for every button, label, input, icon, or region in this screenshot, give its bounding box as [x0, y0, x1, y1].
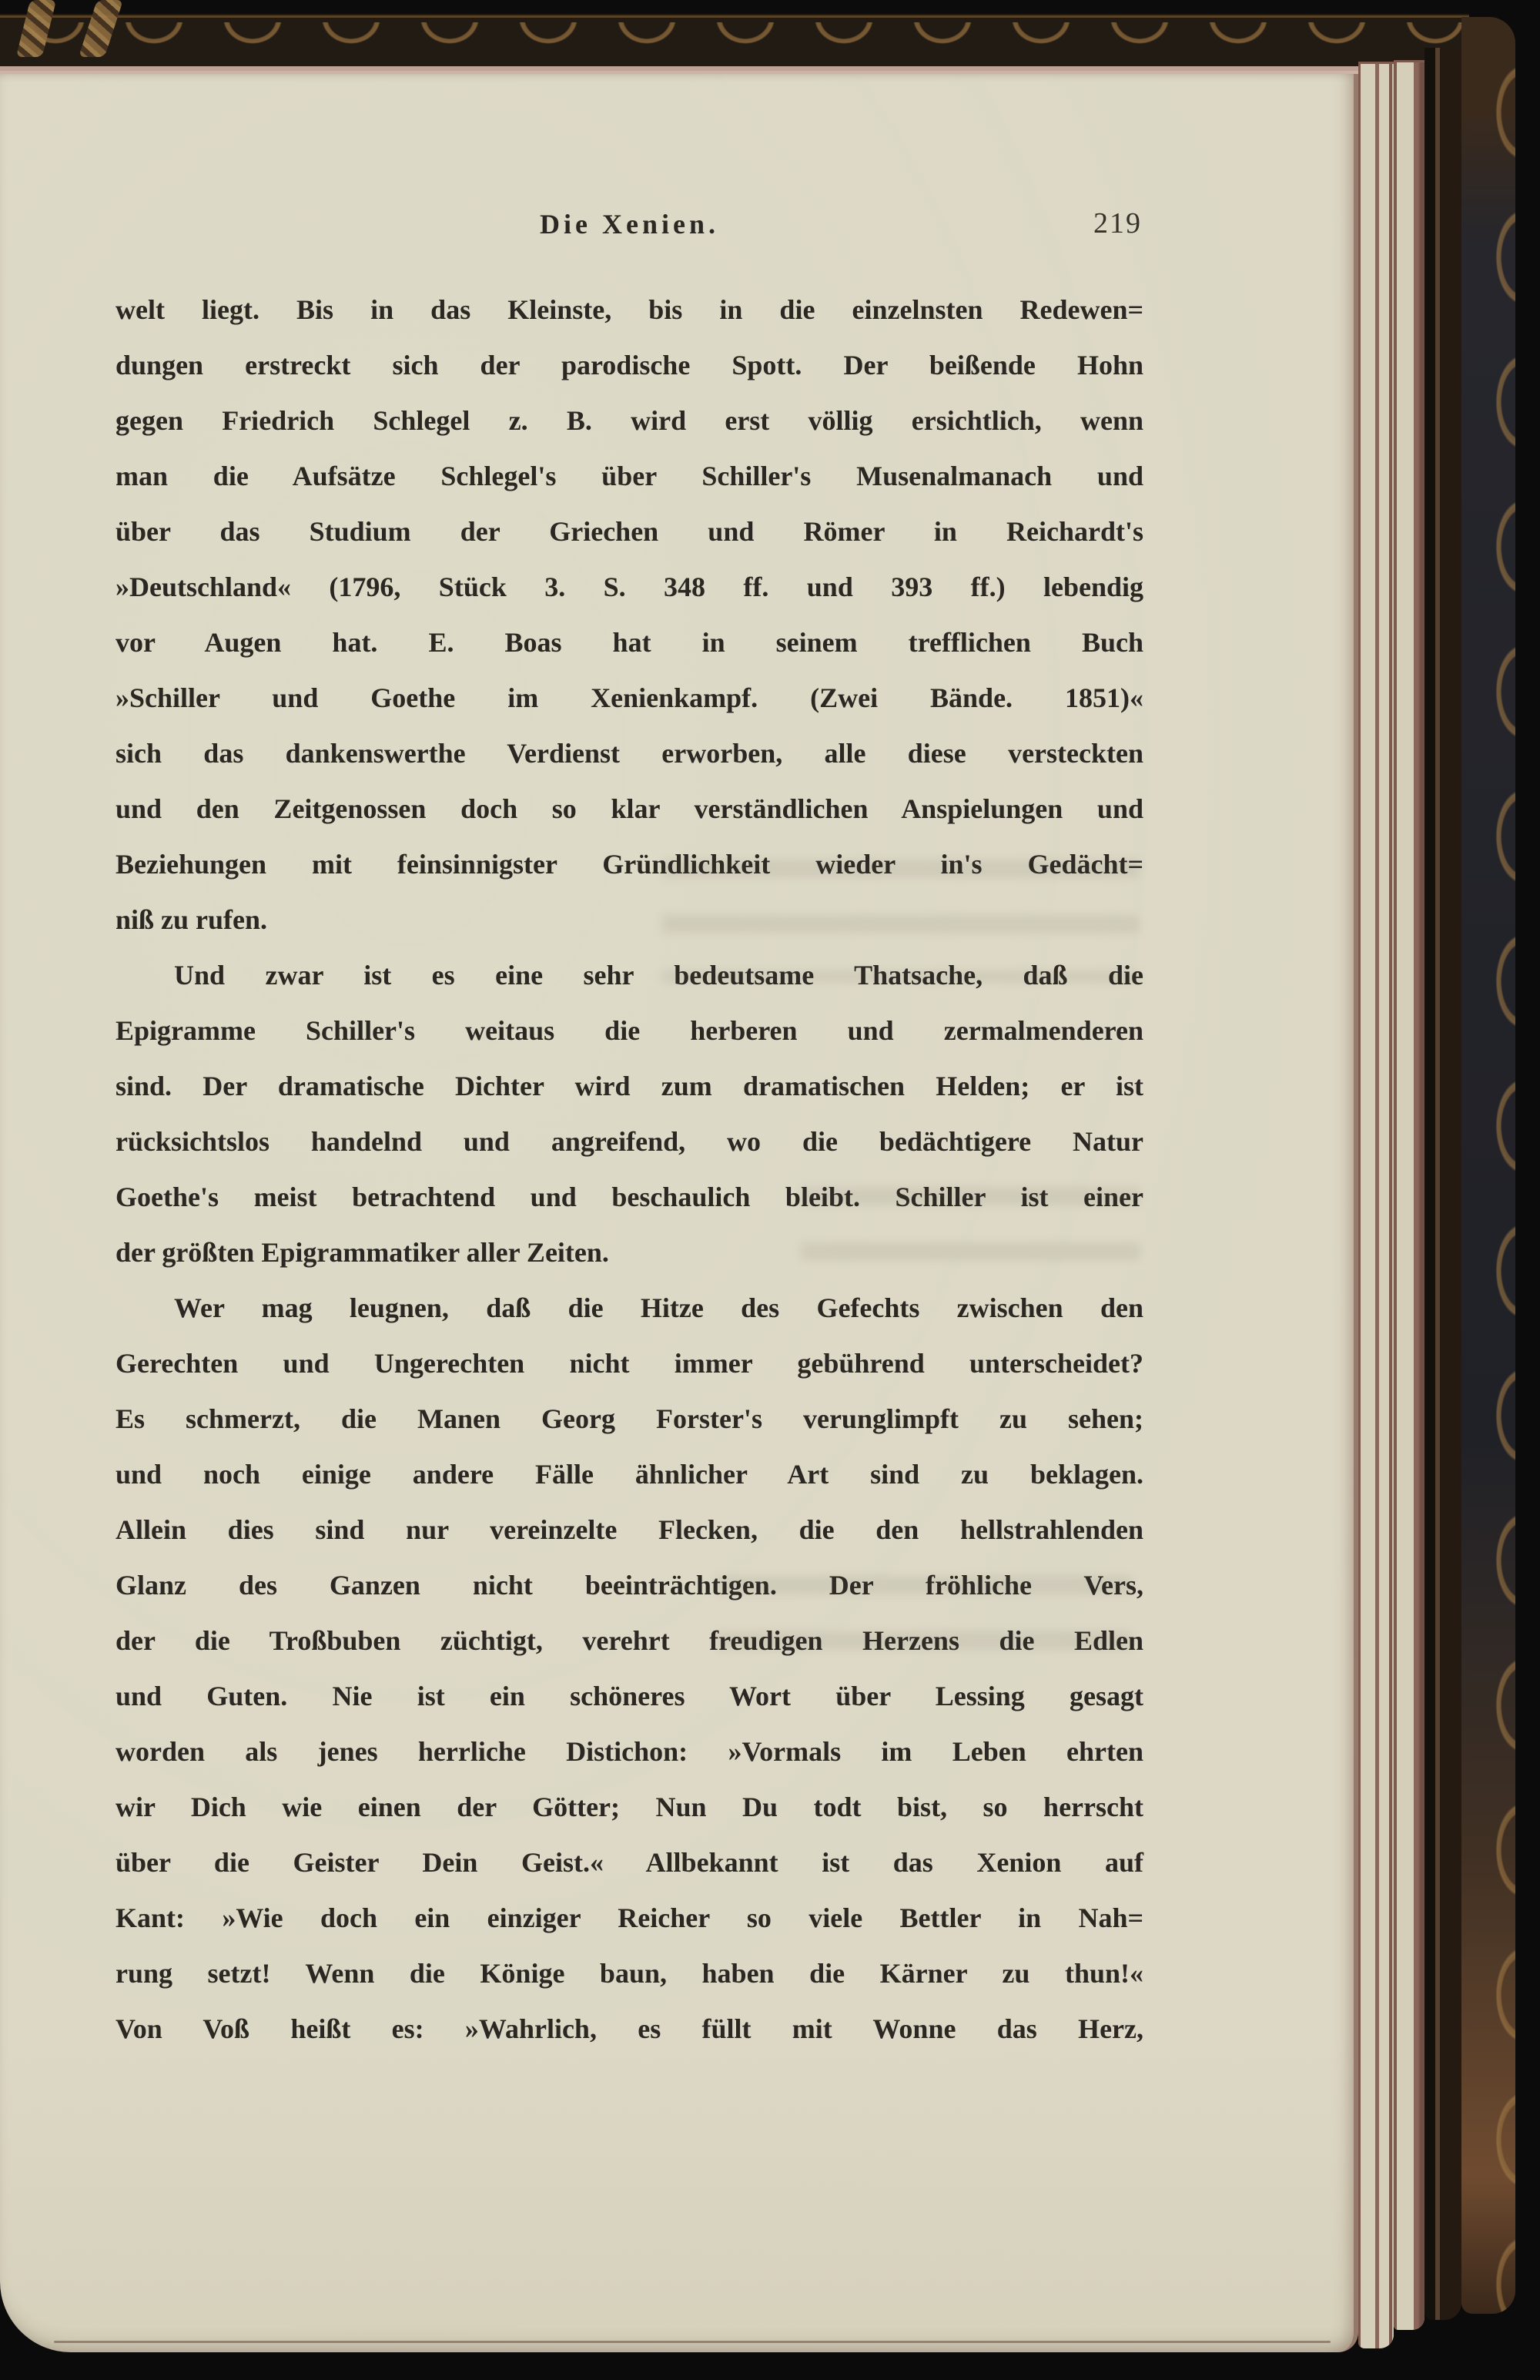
text-line: rung setzt! Wenn die Könige baun, haben die Kärner zu thun!« [116, 1958, 1143, 1989]
text-line: welt liegt. Bis in das Kleinste, bis in die einzelnsten Redewen= [116, 294, 1143, 325]
text-line: Kant: »Wie doch ein einziger Reicher so viele Bettler in Nah= [116, 1902, 1143, 1933]
text-line: und Guten. Nie ist ein schöneres Wort über Lessing gesagt [116, 1681, 1143, 1711]
text-line: man die Aufsätze Schlegel's über Schiller's Musenalmanach und [116, 461, 1143, 491]
text-line: der die Troßbuben züchtigt, verehrt freudigen Herzens die Edlen [116, 1625, 1143, 1656]
marbling-arcs-pattern [0, 15, 1469, 67]
text-line: Und zwar ist es eine sehr bedeutsame Thatsache, daß die [174, 960, 1143, 991]
text-line: Wer mag leugnen, daß die Hitze des Gefechts zwischen den [174, 1292, 1143, 1323]
page-edge-stack [1358, 62, 1394, 2348]
book-cover-edge [1461, 17, 1515, 2314]
running-header [116, 208, 1143, 248]
text-line: Es schmerzt, die Manen Georg Forster's verunglimpft zu sehen; [116, 1403, 1143, 1434]
book-top-edge-marbling [0, 0, 1469, 74]
text-line: und den Zeitgenossen doch so klar verständlichen Anspielungen und [116, 793, 1143, 824]
text-line: »Deutschland« (1796, Stück 3. S. 348 ff. und 393 ff.) lebendig [116, 572, 1143, 602]
text-line: sich das dankenswerthe Verdienst erworben, alle diese versteckten [116, 738, 1143, 769]
text-line: Gerechten und Ungerechten nicht immer gebührend unterscheidet? [116, 1348, 1143, 1379]
text-line: rücksichtslos handelnd und angreifend, wo die bedächtigere Natur [116, 1126, 1143, 1157]
marbling-arcs-pattern [1461, 17, 1515, 2314]
text-line: Goethe's meist betrachtend und beschaulich bleibt. Schiller ist einer [116, 1182, 1143, 1212]
text-line: vor Augen hat. E. Boas hat in seinem trefflichen Buch [116, 627, 1143, 658]
text-line: »Schiller und Goethe im Xenienkampf. (Zwei Bände. 1851)« [116, 682, 1143, 713]
text-line: Allein dies sind nur vereinzelte Flecken, die den hellstrahlenden [116, 1514, 1143, 1545]
text-line: Von Voß heißt es: »Wahrlich, es füllt mit Wonne das Herz, [116, 2013, 1143, 2044]
text-line: niß zu rufen. [116, 904, 268, 935]
text-line: gegen Friedrich Schlegel z. B. wird erst völlig ersichtlich, wenn [116, 405, 1143, 436]
text-line: über das Studium der Griechen und Römer in Reichardt's [116, 516, 1143, 547]
book-page [0, 74, 1358, 2352]
page-text [116, 282, 1143, 2057]
text-line: und noch einige andere Fälle ähnlicher Art sind zu beklagen. [116, 1459, 1143, 1490]
page-number: 219 [1093, 207, 1142, 240]
page-header-title: Die Xenien. [540, 209, 719, 240]
text-line: sind. Der dramatische Dichter wird zum dramatischen Helden; er ist [116, 1071, 1143, 1101]
text-line: worden als jenes herrliche Distichon: »Vormals im Leben ehrten [116, 1736, 1143, 1767]
page-block-shadow [1424, 48, 1461, 2320]
text-line: über die Geister Dein Geist.« Allbekannt ist das Xenion auf [116, 1847, 1143, 1878]
text-line: Epigramme Schiller's weitaus die herberen und zermalmenderen [116, 1015, 1143, 1046]
page-edge-stack [1394, 60, 1424, 2330]
text-line: Glanz des Ganzen nicht beeinträchtigen. Der fröhliche Vers, [116, 1570, 1143, 1601]
text-line: Beziehungen mit feinsinnigster Gründlichkeit wieder in's Gedächt= [116, 849, 1143, 880]
text-line: der größten Epigrammatiker aller Zeiten. [116, 1237, 609, 1268]
text-line: dungen erstreckt sich der parodische Spott. Der beißende Hohn [116, 350, 1143, 380]
text-line: wir Dich wie einen der Götter; Nun Du todt bist, so herrscht [116, 1792, 1143, 1822]
